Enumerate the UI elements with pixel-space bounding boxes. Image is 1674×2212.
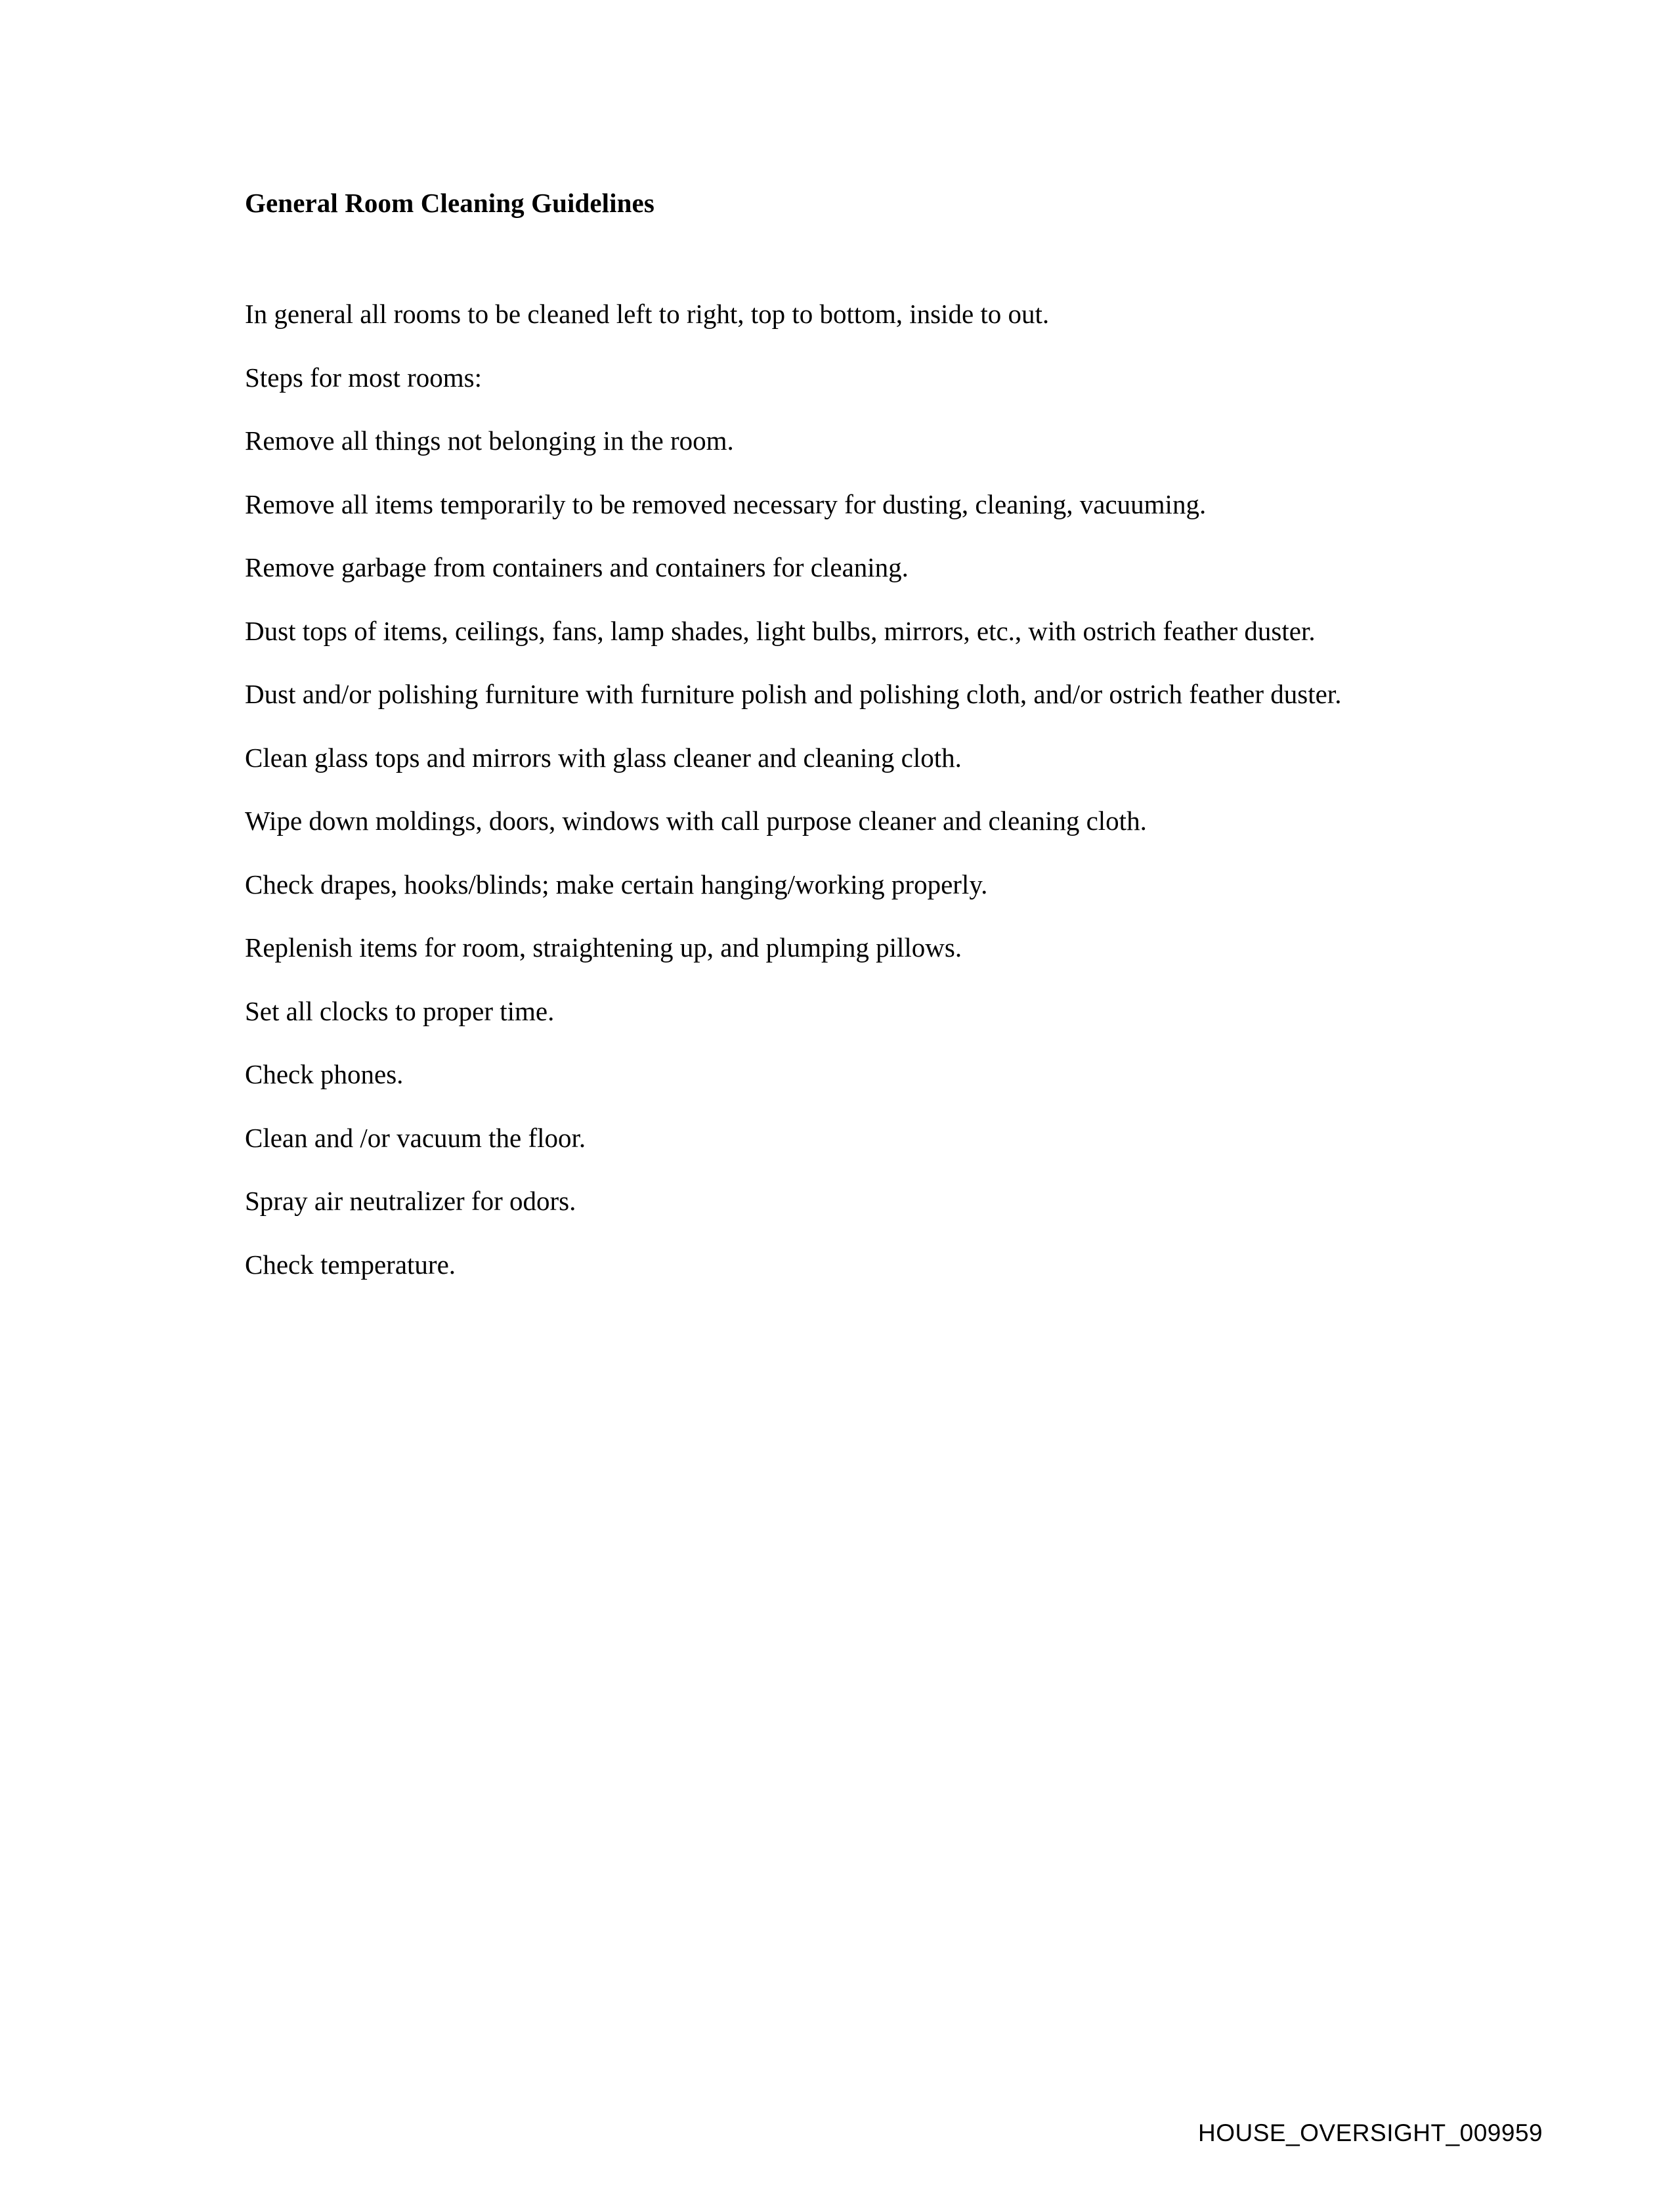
paragraph-15: Spray air neutralizer for odors. xyxy=(245,1186,576,1217)
paragraph-gap xyxy=(245,459,1427,487)
paragraph-9: Wipe down moldings, doors, windows with call purpose cleaner and cleaning cloth. xyxy=(245,806,1147,836)
paragraph-8: Clean glass tops and mirrors with glass cleaner and cleaning cloth. xyxy=(245,742,962,773)
paragraph-3: Remove all things not belonging in the room. xyxy=(245,425,734,456)
paragraph-16: Check temperature. xyxy=(245,1249,456,1280)
title-spacer xyxy=(245,219,1427,296)
paragraph-10: Check drapes, hooks/blinds; make certain hanging/working properly. xyxy=(245,869,988,900)
paragraph-gap xyxy=(245,1093,1427,1120)
paragraph-gap xyxy=(245,586,1427,613)
paragraph-gap xyxy=(245,775,1427,803)
paragraph-14: Clean and /or vacuum the floor. xyxy=(245,1122,586,1153)
paragraph-gap xyxy=(245,1156,1427,1183)
paragraph-12: Set all clocks to proper time. xyxy=(245,995,555,1026)
paragraph-gap xyxy=(245,522,1427,550)
paragraph-gap xyxy=(245,966,1427,993)
bates-stamp: HOUSE_OVERSIGHT_009959 xyxy=(1198,2119,1543,2146)
paragraph-1: In general all rooms to be cleaned left to right, top to bottom, inside to out. xyxy=(245,299,1050,330)
paragraph-5: Remove garbage from containers and containers for cleaning. xyxy=(245,552,909,583)
paragraph-4: Remove all items temporarily to be removed necessary for dusting, cleaning, vacuuming. xyxy=(245,488,1207,519)
paragraph-gap xyxy=(245,712,1427,740)
document-body xyxy=(245,187,1427,1282)
paragraph-6: Dust tops of items, ceilings, fans, lamp shades, light bulbs, mirrors, etc., with ostrich feather duster. xyxy=(245,615,1316,646)
page-title: General Room Cleaning Guidelines xyxy=(245,188,655,218)
paragraph-gap xyxy=(245,395,1427,423)
paragraph-gap xyxy=(245,902,1427,930)
paragraph-11: Replenish items for room, straightening up, and plumping pillows. xyxy=(245,932,962,963)
paragraph-gap xyxy=(245,649,1427,676)
paragraph-gap xyxy=(245,839,1427,867)
paragraph-gap xyxy=(245,1029,1427,1056)
paragraph-13: Check phones. xyxy=(245,1059,404,1090)
paragraph-7: Dust and/or polishing furniture with furniture polish and polishing cloth, and/or ostrich feather duster. xyxy=(245,679,1342,710)
paragraph-gap xyxy=(245,1219,1427,1247)
paragraph-2: Steps for most rooms: xyxy=(245,362,483,393)
paragraph-gap xyxy=(245,332,1427,360)
